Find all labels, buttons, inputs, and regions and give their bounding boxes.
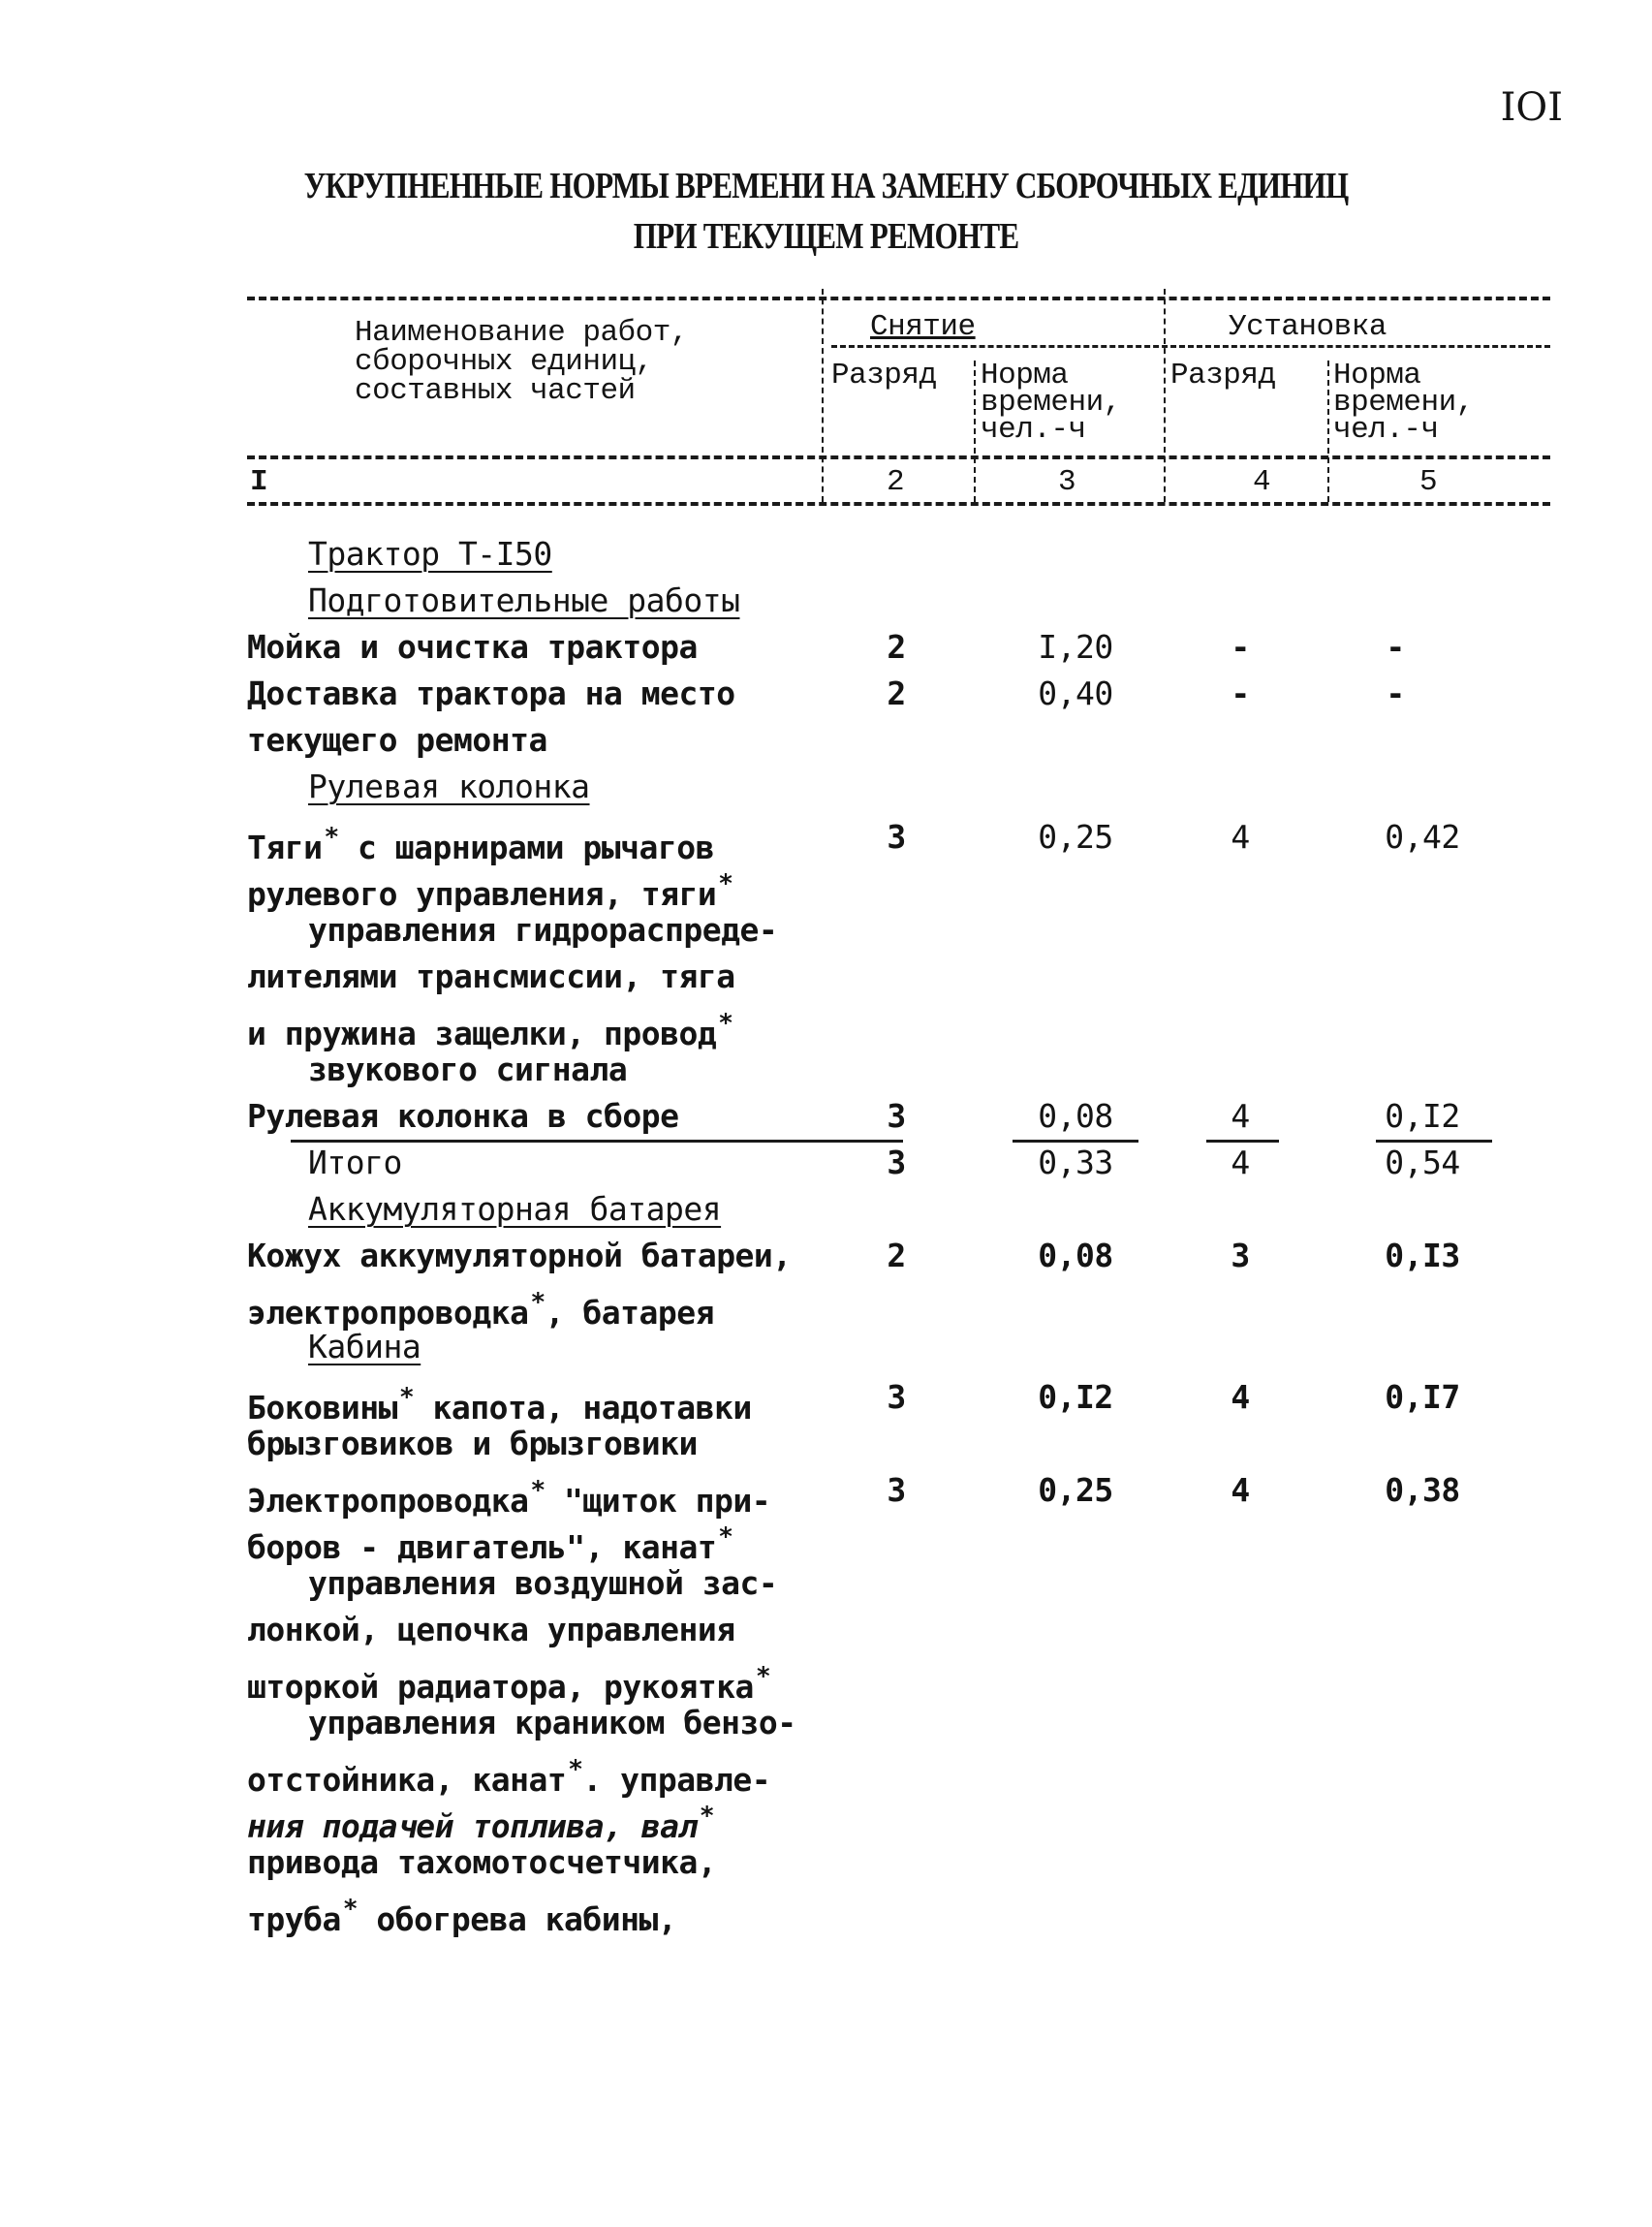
removal-rank: 2 (887, 628, 906, 666)
section-title (0, 531, 1652, 578)
section-prep-label: Подготовительные работы (308, 581, 740, 619)
row-name: Тяги* с шарнирами рычагов (247, 823, 714, 866)
row-name: Кожух аккумуляторной батареи, (247, 1237, 792, 1274)
table-row (0, 1467, 1652, 1520)
table-row (0, 671, 1652, 717)
row-name: Доставка трактора на место (247, 674, 735, 712)
removal-rank: 3 (887, 1144, 906, 1181)
header-divider-3 (1164, 289, 1166, 502)
install-norm: 0,42 (1385, 818, 1460, 856)
footnote-mark: * (324, 823, 339, 852)
removal-norm: 0,25 (1038, 818, 1113, 856)
footnote-mark: * (530, 1476, 545, 1505)
header-bottom-rule (247, 502, 1550, 506)
row-name: ния подачей топлива, вал* (247, 1802, 714, 1845)
removal-norm: 0,33 (1038, 1144, 1113, 1181)
removal-rank: 3 (887, 1378, 906, 1416)
header-removal-norm-line1: Норма (981, 359, 1069, 392)
total-row (0, 1140, 1652, 1186)
table-row (0, 624, 1652, 671)
removal-norm: 0,08 (1038, 1237, 1113, 1274)
table-row-continuation (0, 1793, 1652, 1845)
document-title-line-1: УКРУПНЕННЫЕ НОРМЫ ВРЕМЕНИ НА ЗАМЕНУ СБОРОЧНЫХ ЕДИНИЦ (303, 166, 1349, 206)
section-battery-label: Аккумуляторная батарея (308, 1190, 722, 1228)
table-row-continuation (0, 1886, 1652, 1938)
install-rank: - (1231, 674, 1250, 712)
row-name: лителями трансмиссии, тяга (247, 957, 735, 995)
table-row-continuation (0, 1279, 1652, 1332)
row-name: Мойка и очистка трактора (247, 628, 698, 666)
header-removal-rank: Разряд (831, 359, 937, 392)
header-removal: Снятие (870, 310, 976, 344)
row-name: управления краником бензо- (308, 1704, 796, 1741)
footnote-mark: * (699, 1802, 714, 1831)
section-title (0, 1186, 1652, 1233)
row-name: электропроводка*, батарея (247, 1288, 714, 1332)
footnote-mark: * (755, 1662, 771, 1691)
table-row-continuation (0, 1700, 1652, 1746)
install-norm: 0,54 (1385, 1144, 1460, 1181)
install-norm: 0,I2 (1385, 1097, 1460, 1135)
row-name: Электропроводка* "щиток при- (247, 1476, 771, 1520)
removal-rank: 3 (887, 1097, 906, 1135)
section-title (0, 578, 1652, 624)
row-name: боров - двигатель", канат* (247, 1522, 733, 1566)
install-norm: - (1386, 628, 1405, 666)
footnote-mark: * (342, 1895, 358, 1924)
header-install-norm-line2: времени, (1333, 386, 1474, 420)
row-name: брызговиков и брызговики (247, 1425, 698, 1462)
header-mid-rule (247, 455, 1550, 459)
row-name: рулевого управления, тяги* (247, 869, 733, 913)
row-name: управления воздушной зас- (308, 1564, 778, 1602)
install-norm: 0,38 (1385, 1471, 1460, 1509)
table-row-continuation (0, 954, 1652, 1000)
total-label: Итого (308, 1144, 402, 1181)
install-rank: 4 (1231, 818, 1250, 856)
removal-rank: 3 (887, 1471, 906, 1509)
section-cabin-label: Кабина (308, 1328, 421, 1365)
header-install-norm-line1: Норма (1333, 359, 1421, 392)
row-name: Рулевая колонка в сборе (247, 1097, 679, 1135)
table-row (0, 1374, 1652, 1427)
header-group-rule (831, 345, 1550, 348)
page-number: IOI (1500, 85, 1563, 130)
table-row-continuation (0, 1000, 1652, 1052)
removal-rank: 2 (887, 674, 906, 712)
install-rank: 4 (1231, 1378, 1250, 1416)
table-row-continuation (0, 861, 1652, 913)
header-num-5: 5 (1419, 465, 1438, 499)
header-divider-2 (974, 361, 976, 502)
removal-norm: 0,08 (1038, 1097, 1113, 1135)
row-name: текущего ремонта (247, 721, 547, 759)
removal-norm: 0,I2 (1038, 1378, 1113, 1416)
install-rank: 4 (1231, 1097, 1250, 1135)
header-num-2: 2 (887, 465, 905, 499)
row-name: и пружина защелки, провод* (247, 1009, 733, 1052)
row-name: шторкой радиатора, рукоятка* (247, 1662, 771, 1706)
install-rank: 4 (1231, 1471, 1250, 1509)
table-row-continuation (0, 907, 1652, 954)
footnote-mark: * (398, 1383, 415, 1412)
header-col1-line2: сборочных единиц, (355, 345, 653, 379)
header-num-1: I (250, 465, 268, 499)
header-top-rule (247, 297, 1550, 300)
install-rank: - (1231, 628, 1250, 666)
header-col1-line3: составных частей (355, 374, 636, 408)
table-row-continuation (0, 1839, 1652, 1886)
document-title-line-2: ПРИ ТЕКУЩЕМ РЕМОНТЕ (633, 216, 1019, 257)
removal-rank: 2 (887, 1237, 906, 1274)
removal-norm: I,20 (1038, 628, 1113, 666)
header-removal-norm-line3: чел.-ч (981, 413, 1086, 447)
header-col1-line1: Наименование работ, (355, 316, 688, 350)
install-norm: 0,I3 (1385, 1237, 1460, 1274)
footnote-mark: * (568, 1755, 583, 1784)
table-row (0, 814, 1652, 866)
header-removal-norm-line2: времени, (981, 386, 1121, 420)
table-row-continuation (0, 1514, 1652, 1566)
header-install-rank: Разряд (1170, 359, 1276, 392)
row-name: лонкой, цепочка управления (247, 1611, 735, 1648)
install-norm: 0,I7 (1385, 1378, 1460, 1416)
install-rank: 3 (1231, 1237, 1250, 1274)
footnote-mark: * (718, 869, 733, 898)
footnote-mark: * (718, 1522, 733, 1552)
row-name: управления гидрораспреде- (308, 911, 778, 949)
section-title (0, 764, 1652, 810)
header-install-norm-line3: чел.-ч (1333, 413, 1439, 447)
table-row-continuation (0, 1421, 1652, 1467)
row-name: Боковины* капота, надотавки (247, 1383, 752, 1427)
header-divider-4 (1327, 361, 1329, 502)
row-name: звукового сигнала (308, 1051, 628, 1088)
row-name: труба* обогрева кабины, (247, 1895, 677, 1938)
row-name: отстойника, канат*. управле- (247, 1755, 771, 1799)
header-divider-1 (822, 289, 824, 502)
section-tractor-label: Трактор Т-I50 (308, 535, 552, 573)
table-row (0, 1093, 1652, 1140)
header-num-4: 4 (1253, 465, 1271, 499)
install-rank: 4 (1231, 1144, 1250, 1181)
install-norm: - (1386, 674, 1405, 712)
table-row-continuation (0, 1746, 1652, 1799)
table-row-continuation (0, 1047, 1652, 1093)
table-row (0, 1233, 1652, 1279)
removal-norm: 0,40 (1038, 674, 1113, 712)
header-num-3: 3 (1058, 465, 1076, 499)
footnote-mark: * (530, 1288, 545, 1317)
removal-norm: 0,25 (1038, 1471, 1113, 1509)
section-title (0, 1324, 1652, 1370)
section-steering-label: Рулевая колонка (308, 768, 590, 805)
removal-rank: 3 (887, 818, 906, 856)
table-row-continuation (0, 1653, 1652, 1706)
footnote-mark: * (718, 1009, 733, 1038)
table-row-continuation (0, 717, 1652, 764)
table-row-continuation (0, 1607, 1652, 1653)
header-install: Установка (1229, 310, 1387, 344)
row-name: привода тахомотосчетчика, (247, 1843, 717, 1881)
table-row-continuation (0, 1560, 1652, 1607)
